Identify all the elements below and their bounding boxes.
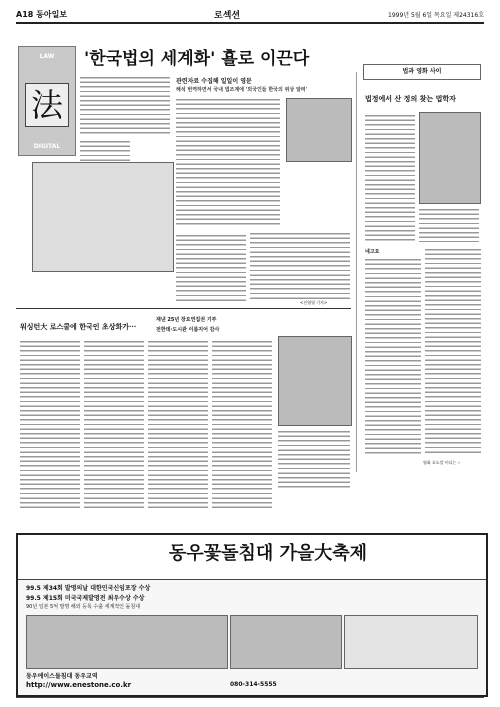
article2-headline: 워싱턴大 로스쿨에 한국인 초상화가··· (20, 322, 137, 331)
ad-url[interactable]: http://www.enestone.co.kr (26, 681, 132, 689)
ad-title: 동우꽃돌침대 가을大축제 (168, 543, 368, 564)
divider (16, 308, 351, 309)
article2-subhead: 전한데·도시관 이름지어 감사 (156, 327, 220, 333)
ad-photo-sofa (230, 615, 342, 669)
body-column (80, 76, 170, 136)
ad-brand: 동우에이스돌침대 동우교역 (26, 673, 98, 680)
ad-phone: 080-314-5555 (230, 681, 277, 688)
photo-movie-still (419, 112, 481, 204)
footer-rule (16, 697, 484, 698)
body-column (278, 430, 350, 490)
illustration (32, 162, 174, 272)
main-subhead: 해석 번역하면서 국내 법조계에 '외국인들 한국의 위상 알려' (176, 87, 308, 93)
body-column (84, 340, 144, 510)
ad-photo-bed (26, 615, 228, 669)
byline: <선엽영 기자> (300, 300, 328, 305)
law-char-icon: 法 (25, 83, 69, 127)
sidebar-column (356, 68, 485, 472)
ad-line-3: 90년 일본 5억 발명 해외 등록 수출 세계적인 돌침대 (26, 604, 141, 610)
body-column (212, 340, 272, 510)
photo-portrait (286, 98, 352, 162)
ad-line-1: 99.5 제34회 발명의날 대한민국신임포장 수상 (26, 585, 151, 592)
law-logo-box (18, 46, 76, 156)
ad-banner (18, 535, 486, 580)
section-title: 로섹션 (214, 11, 241, 21)
article2-kicker: 재낸 25년 장요연집권 기부 (156, 317, 217, 323)
page-label: A18 동아일보 (16, 10, 68, 19)
page-header (16, 8, 484, 24)
body-column (425, 248, 481, 456)
sidebar-headline: 법정에서 산 정의 찾는 법학자 (365, 94, 456, 103)
sidebar-box-title: 법과 영화 사이 (363, 64, 481, 80)
body-column (250, 232, 350, 302)
sidebar-section-label: 네고요 (365, 249, 380, 255)
body-column (365, 114, 415, 242)
photo-hall (278, 336, 352, 426)
body-column (20, 340, 80, 510)
body-column (148, 340, 208, 510)
main-kicker: 관련자료 수집해 일일이 영문 (176, 78, 252, 85)
body-column (176, 98, 280, 228)
law-label: LAW (39, 53, 55, 60)
body-column (365, 258, 421, 456)
ad-line-2: 99.5 제15회 미국국제발명전 최우수상 수상 (26, 595, 145, 602)
digital-label: DIGITAL (33, 143, 61, 150)
sidebar-note: 영화 포도알 어디는 ☞ (423, 460, 462, 465)
body-column (419, 208, 479, 242)
main-headline: '한국법의 세계화' 횰로 이끈다 (84, 49, 310, 69)
issue-date: 1999년 5월 6일 목요일 제24316호 (388, 12, 484, 19)
advertisement (16, 533, 488, 697)
body-column (176, 234, 246, 304)
ad-store-map (344, 615, 478, 669)
